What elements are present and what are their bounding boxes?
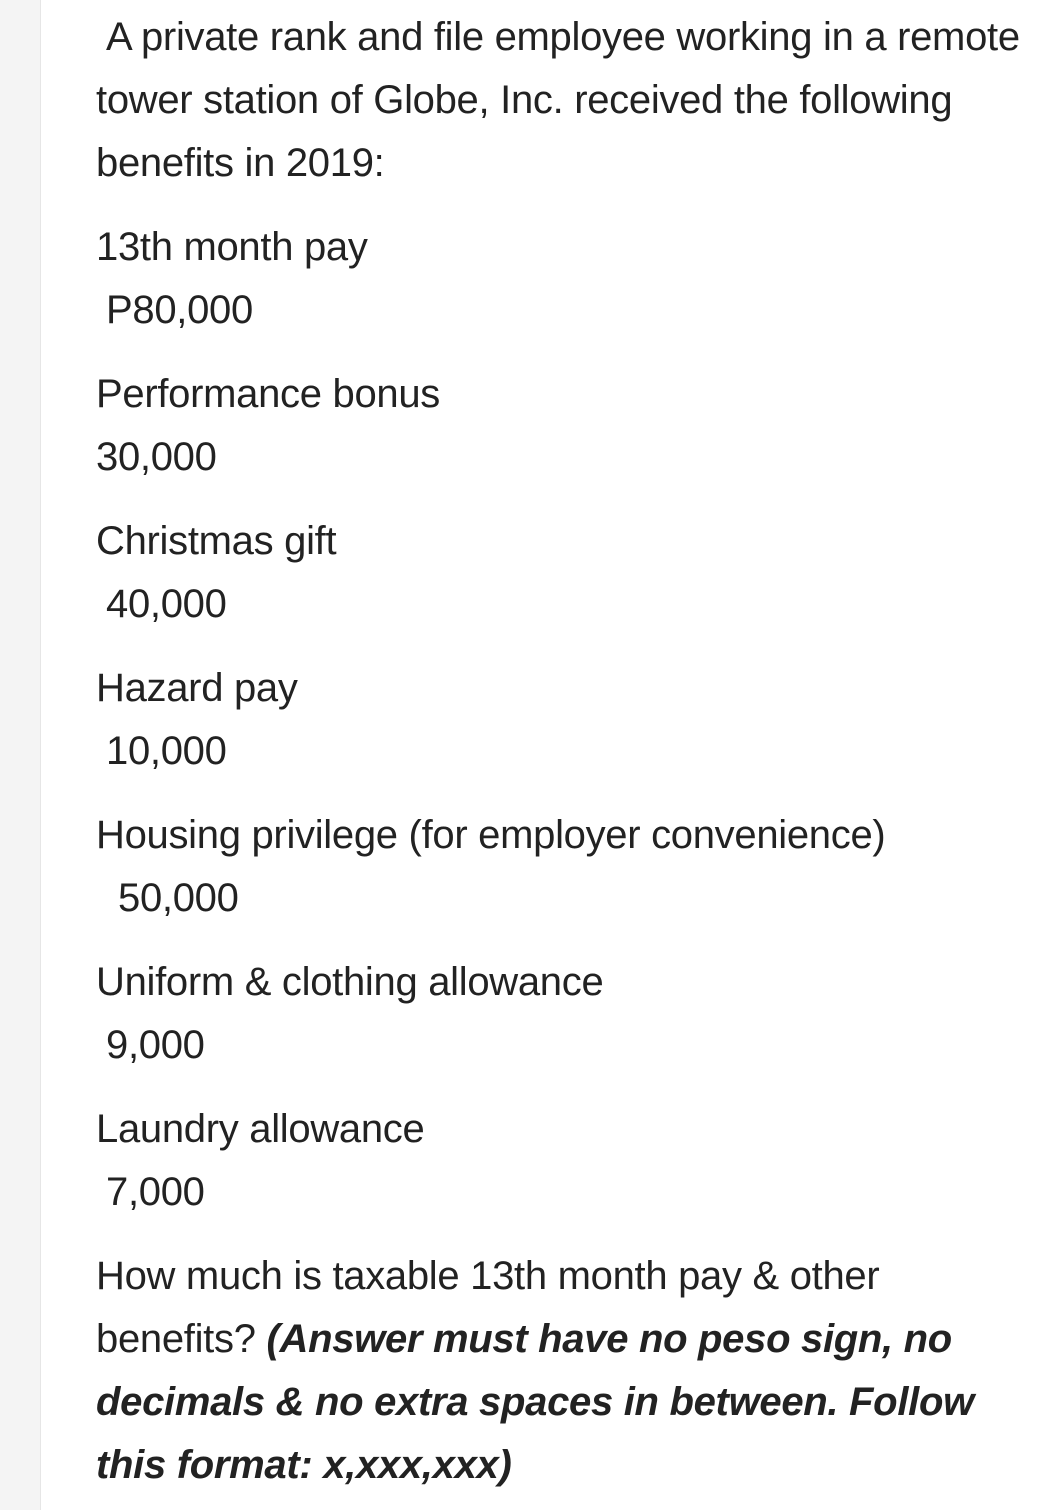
benefit-item bbox=[96, 804, 1021, 930]
benefit-value: 9,000 bbox=[106, 1023, 205, 1067]
benefit-value: 40,000 bbox=[106, 582, 227, 626]
question-instructions: (Answer must have no peso sign, no decimals & no extra spaces in between. Follow this format: x,xxx,xxx) bbox=[96, 1317, 974, 1487]
benefit-label: Housing privilege (for employer convenience) bbox=[96, 813, 886, 857]
benefit-value: 30,000 bbox=[96, 435, 217, 479]
benefit-value: P80,000 bbox=[106, 288, 253, 332]
benefit-label: 13th month pay bbox=[96, 225, 368, 269]
question-content bbox=[96, 6, 1021, 1497]
question-text: How much is taxable 13th month pay & other benefits? bbox=[96, 1254, 880, 1361]
intro-paragraph: A private rank and file employee working in a remote tower station of Globe, Inc. received the following benefits in 2019: bbox=[96, 15, 1020, 185]
benefit-label: Laundry allowance bbox=[96, 1107, 425, 1151]
benefit-item bbox=[96, 951, 1021, 1077]
benefit-value: 10,000 bbox=[106, 729, 227, 773]
benefit-item bbox=[96, 510, 1021, 636]
document-page bbox=[40, 0, 1056, 1510]
benefit-item bbox=[96, 216, 1021, 342]
benefit-value: 50,000 bbox=[118, 876, 239, 920]
benefit-label: Hazard pay bbox=[96, 666, 298, 710]
benefit-value: 7,000 bbox=[106, 1170, 205, 1214]
benefit-label: Uniform & clothing allowance bbox=[96, 960, 604, 1004]
benefit-item bbox=[96, 657, 1021, 783]
question-paragraph bbox=[96, 1245, 1021, 1497]
benefit-item bbox=[96, 363, 1021, 489]
benefit-label: Christmas gift bbox=[96, 519, 337, 563]
benefit-item bbox=[96, 1098, 1021, 1224]
benefit-label: Performance bonus bbox=[96, 372, 440, 416]
